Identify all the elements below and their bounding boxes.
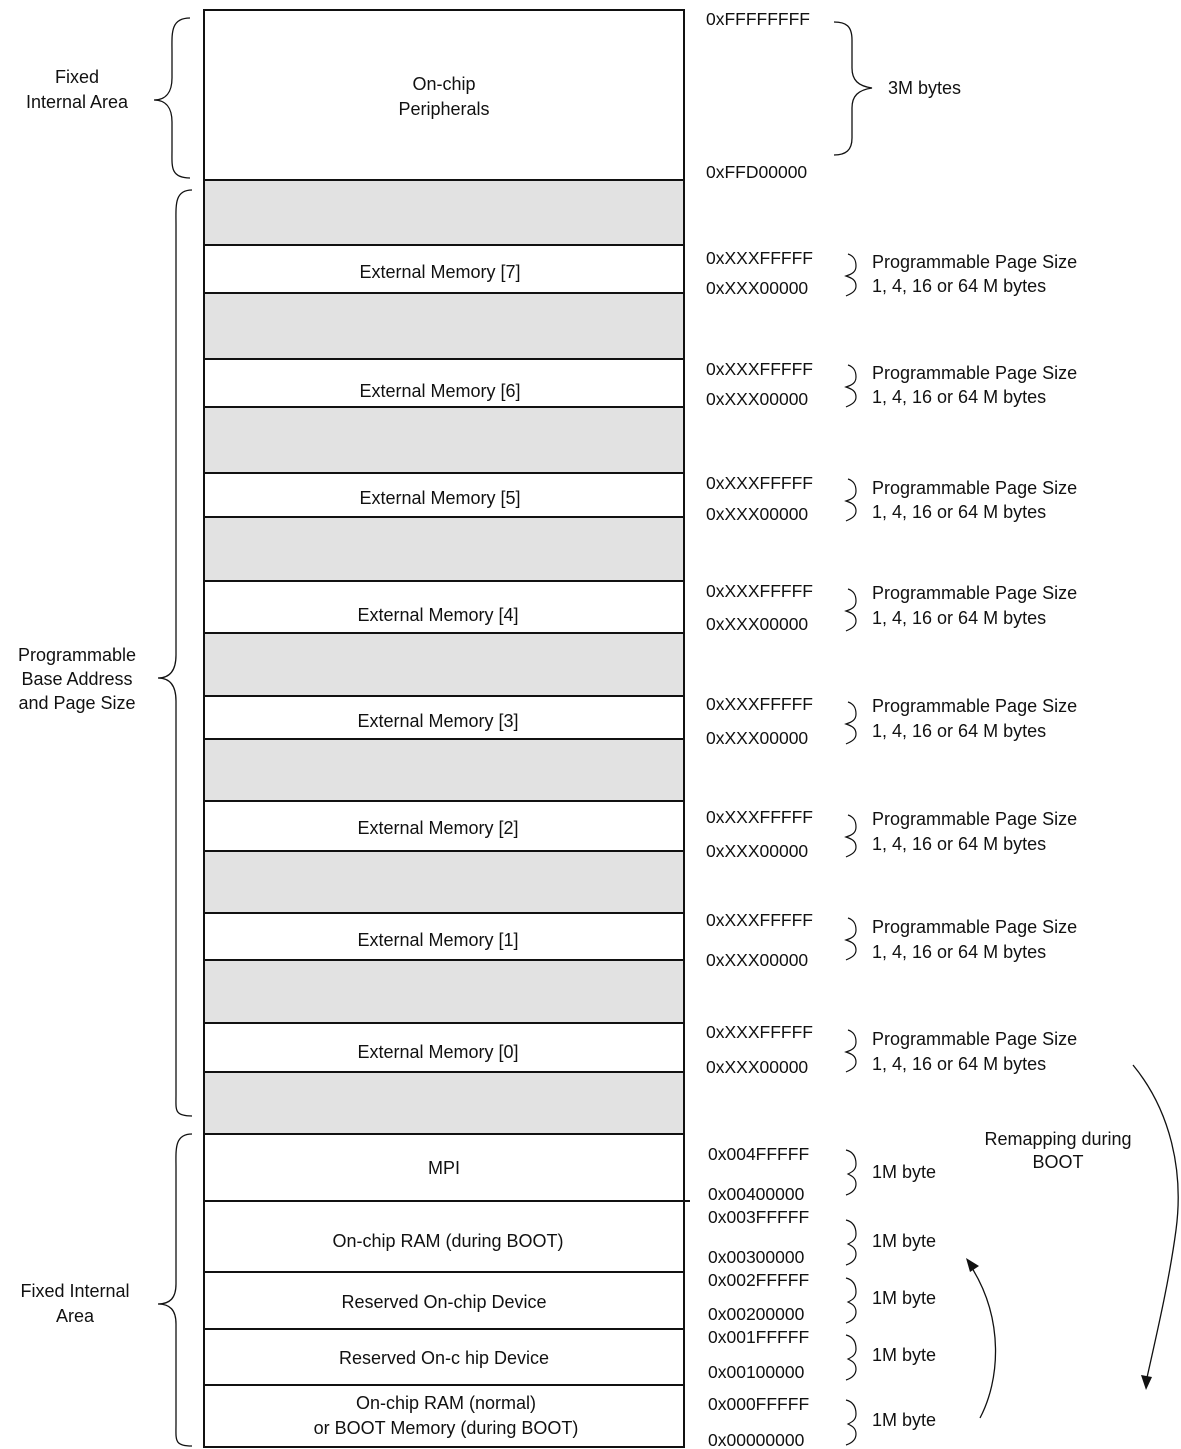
external-address-6 [706, 359, 1077, 409]
address-high: 0xFFFFFFFF [706, 9, 811, 29]
reserved-block [204, 517, 684, 581]
size-label: 3M bytes [888, 78, 962, 98]
reserved-device-1-label: Reserved On-c hip Device [338, 1348, 550, 1368]
address-low: 0x00300000 [708, 1247, 805, 1267]
address-low: 0xXXX00000 [706, 728, 809, 748]
address-high: 0x002FFFFF [708, 1270, 810, 1290]
reserved-block [204, 960, 684, 1023]
page-size-line1: Programmable Page Size [872, 1029, 1078, 1049]
remap-arrow-down-head [1141, 1375, 1152, 1390]
peripherals-label-line2: Peripherals [398, 99, 490, 119]
page-size-line1: Programmable Page Size [872, 696, 1078, 716]
internal-address-mpi [708, 1144, 936, 1204]
page-size-line1: Programmable Page Size [872, 478, 1078, 498]
external-address-7 [706, 248, 1077, 298]
size-label: 1M byte [872, 1410, 937, 1430]
address-high: 0x003FFFFF [708, 1207, 810, 1227]
reserved-block [204, 739, 684, 801]
external-address-5 [706, 473, 1077, 524]
bracket-bottom [20, 1134, 192, 1446]
onchip-ram-normal-label-line2: or BOOT Memory (during BOOT) [313, 1418, 579, 1438]
address-low: 0xXXX00000 [706, 614, 809, 634]
reserved-block [204, 293, 684, 359]
address-high: 0xXXXFFFFF [706, 581, 813, 601]
address-low: 0xXXX00000 [706, 504, 809, 524]
address-high: 0xXXXFFFFF [706, 248, 813, 268]
reserved-block [204, 407, 684, 473]
external-memory-3-label: External Memory [3] [357, 711, 519, 731]
onchip-ram-boot-label: On-chip RAM (during BOOT) [332, 1231, 564, 1251]
internal-address-reserved-2 [708, 1270, 936, 1324]
address-low: 0xXXX00000 [706, 278, 809, 298]
address-low: 0x00000000 [708, 1430, 805, 1449]
size-label: 1M byte [872, 1288, 937, 1308]
page-size-line1: Programmable Page Size [872, 363, 1078, 383]
internal-address-ram-normal [708, 1394, 936, 1449]
bracket-middle-label-line1: Programmable [17, 645, 137, 665]
bracket-top-label-line1: Fixed [54, 67, 100, 87]
reserved-block [204, 1072, 684, 1134]
address-low: 0xXXX00000 [706, 841, 809, 861]
internal-address-ram-boot [708, 1207, 936, 1267]
page-size-line2: 1, 4, 16 or 64 M bytes [872, 721, 1047, 741]
reserved-block [204, 180, 684, 245]
external-memory-0-label: External Memory [0] [357, 1042, 519, 1062]
page-size-line1: Programmable Page Size [872, 583, 1078, 603]
external-address-2 [706, 807, 1077, 861]
address-low: 0xXXX00000 [706, 389, 809, 409]
page-size-line2: 1, 4, 16 or 64 M bytes [872, 608, 1047, 628]
remap-arrow-down [1133, 1065, 1178, 1382]
internal-address-reserved-1 [708, 1327, 936, 1382]
address-low: 0x00100000 [708, 1362, 805, 1382]
address-high: 0xXXXFFFFF [706, 473, 813, 493]
page-size-line2: 1, 4, 16 or 64 M bytes [872, 834, 1047, 854]
reserved-block [204, 633, 684, 696]
address-high: 0xXXXFFFFF [706, 1022, 813, 1042]
external-address-3 [706, 694, 1077, 748]
peripherals-block [204, 10, 684, 180]
remap-arrow-up-head [966, 1258, 979, 1272]
bracket-top-label-line2: Internal Area [25, 92, 129, 112]
address-high: 0xXXXFFFFF [706, 807, 813, 827]
page-size-line1: Programmable Page Size [872, 917, 1078, 937]
bracket-bottom-label-line2: Area [55, 1306, 95, 1326]
bracket-bottom-label-line1: Fixed Internal [20, 1281, 130, 1301]
page-size-line2: 1, 4, 16 or 64 M bytes [872, 276, 1047, 296]
peripherals-label-line1: On-chip [412, 74, 476, 94]
address-high: 0xXXXFFFFF [706, 910, 813, 930]
address-high: 0x004FFFFF [708, 1144, 810, 1164]
address-low: 0xXXX00000 [706, 1057, 809, 1077]
address-high: 0x001FFFFF [708, 1327, 810, 1347]
address-high: 0x000FFFFF [708, 1394, 810, 1414]
size-label: 1M byte [872, 1231, 937, 1251]
bracket-middle-label-line2: Base Address [21, 669, 133, 689]
external-memory-2-label: External Memory [2] [357, 818, 519, 838]
bracket-middle-label-line3: and Page Size [18, 693, 136, 713]
page-size-line2: 1, 4, 16 or 64 M bytes [872, 1054, 1047, 1074]
external-memory-6-label: External Memory [6] [359, 381, 521, 401]
page-size-line1: Programmable Page Size [872, 252, 1078, 272]
page-size-line2: 1, 4, 16 or 64 M bytes [872, 942, 1047, 962]
mpi-label: MPI [427, 1158, 461, 1178]
page-size-line2: 1, 4, 16 or 64 M bytes [872, 502, 1047, 522]
address-low: 0x00200000 [708, 1304, 805, 1324]
external-address-4 [706, 581, 1077, 634]
address-high: 0xXXXFFFFF [706, 359, 813, 379]
external-address-0 [706, 1022, 1077, 1077]
external-memory-5-label: External Memory [5] [359, 488, 521, 508]
memory-column [204, 10, 690, 1447]
address-low: 0xFFD00000 [706, 162, 808, 182]
remap-annotation [966, 1065, 1178, 1418]
bracket-middle [18, 190, 192, 1116]
reserved-block [204, 851, 684, 913]
page-size-line1: Programmable Page Size [872, 809, 1078, 829]
address-low: 0xXXX00000 [706, 950, 809, 970]
remap-label-line1: Remapping during [984, 1129, 1132, 1149]
external-memory-7-label: External Memory [7] [359, 262, 521, 282]
size-label: 1M byte [872, 1345, 937, 1365]
page-size-line2: 1, 4, 16 or 64 M bytes [872, 387, 1047, 407]
onchip-ram-normal-label-line1: On-chip RAM (normal) [355, 1393, 537, 1413]
remap-label-line2: BOOT [1032, 1152, 1084, 1172]
peripherals-address [706, 9, 961, 182]
remap-arrow-up [972, 1268, 996, 1418]
reserved-device-2-label: Reserved On-chip Device [341, 1292, 547, 1312]
external-memory-4-label: External Memory [4] [357, 605, 519, 625]
size-label: 1M byte [872, 1162, 937, 1182]
address-high: 0xXXXFFFFF [706, 694, 813, 714]
bracket-top [26, 18, 190, 178]
address-low: 0x00400000 [708, 1184, 805, 1204]
external-memory-1-label: External Memory [1] [357, 930, 519, 950]
external-address-1 [706, 910, 1077, 970]
